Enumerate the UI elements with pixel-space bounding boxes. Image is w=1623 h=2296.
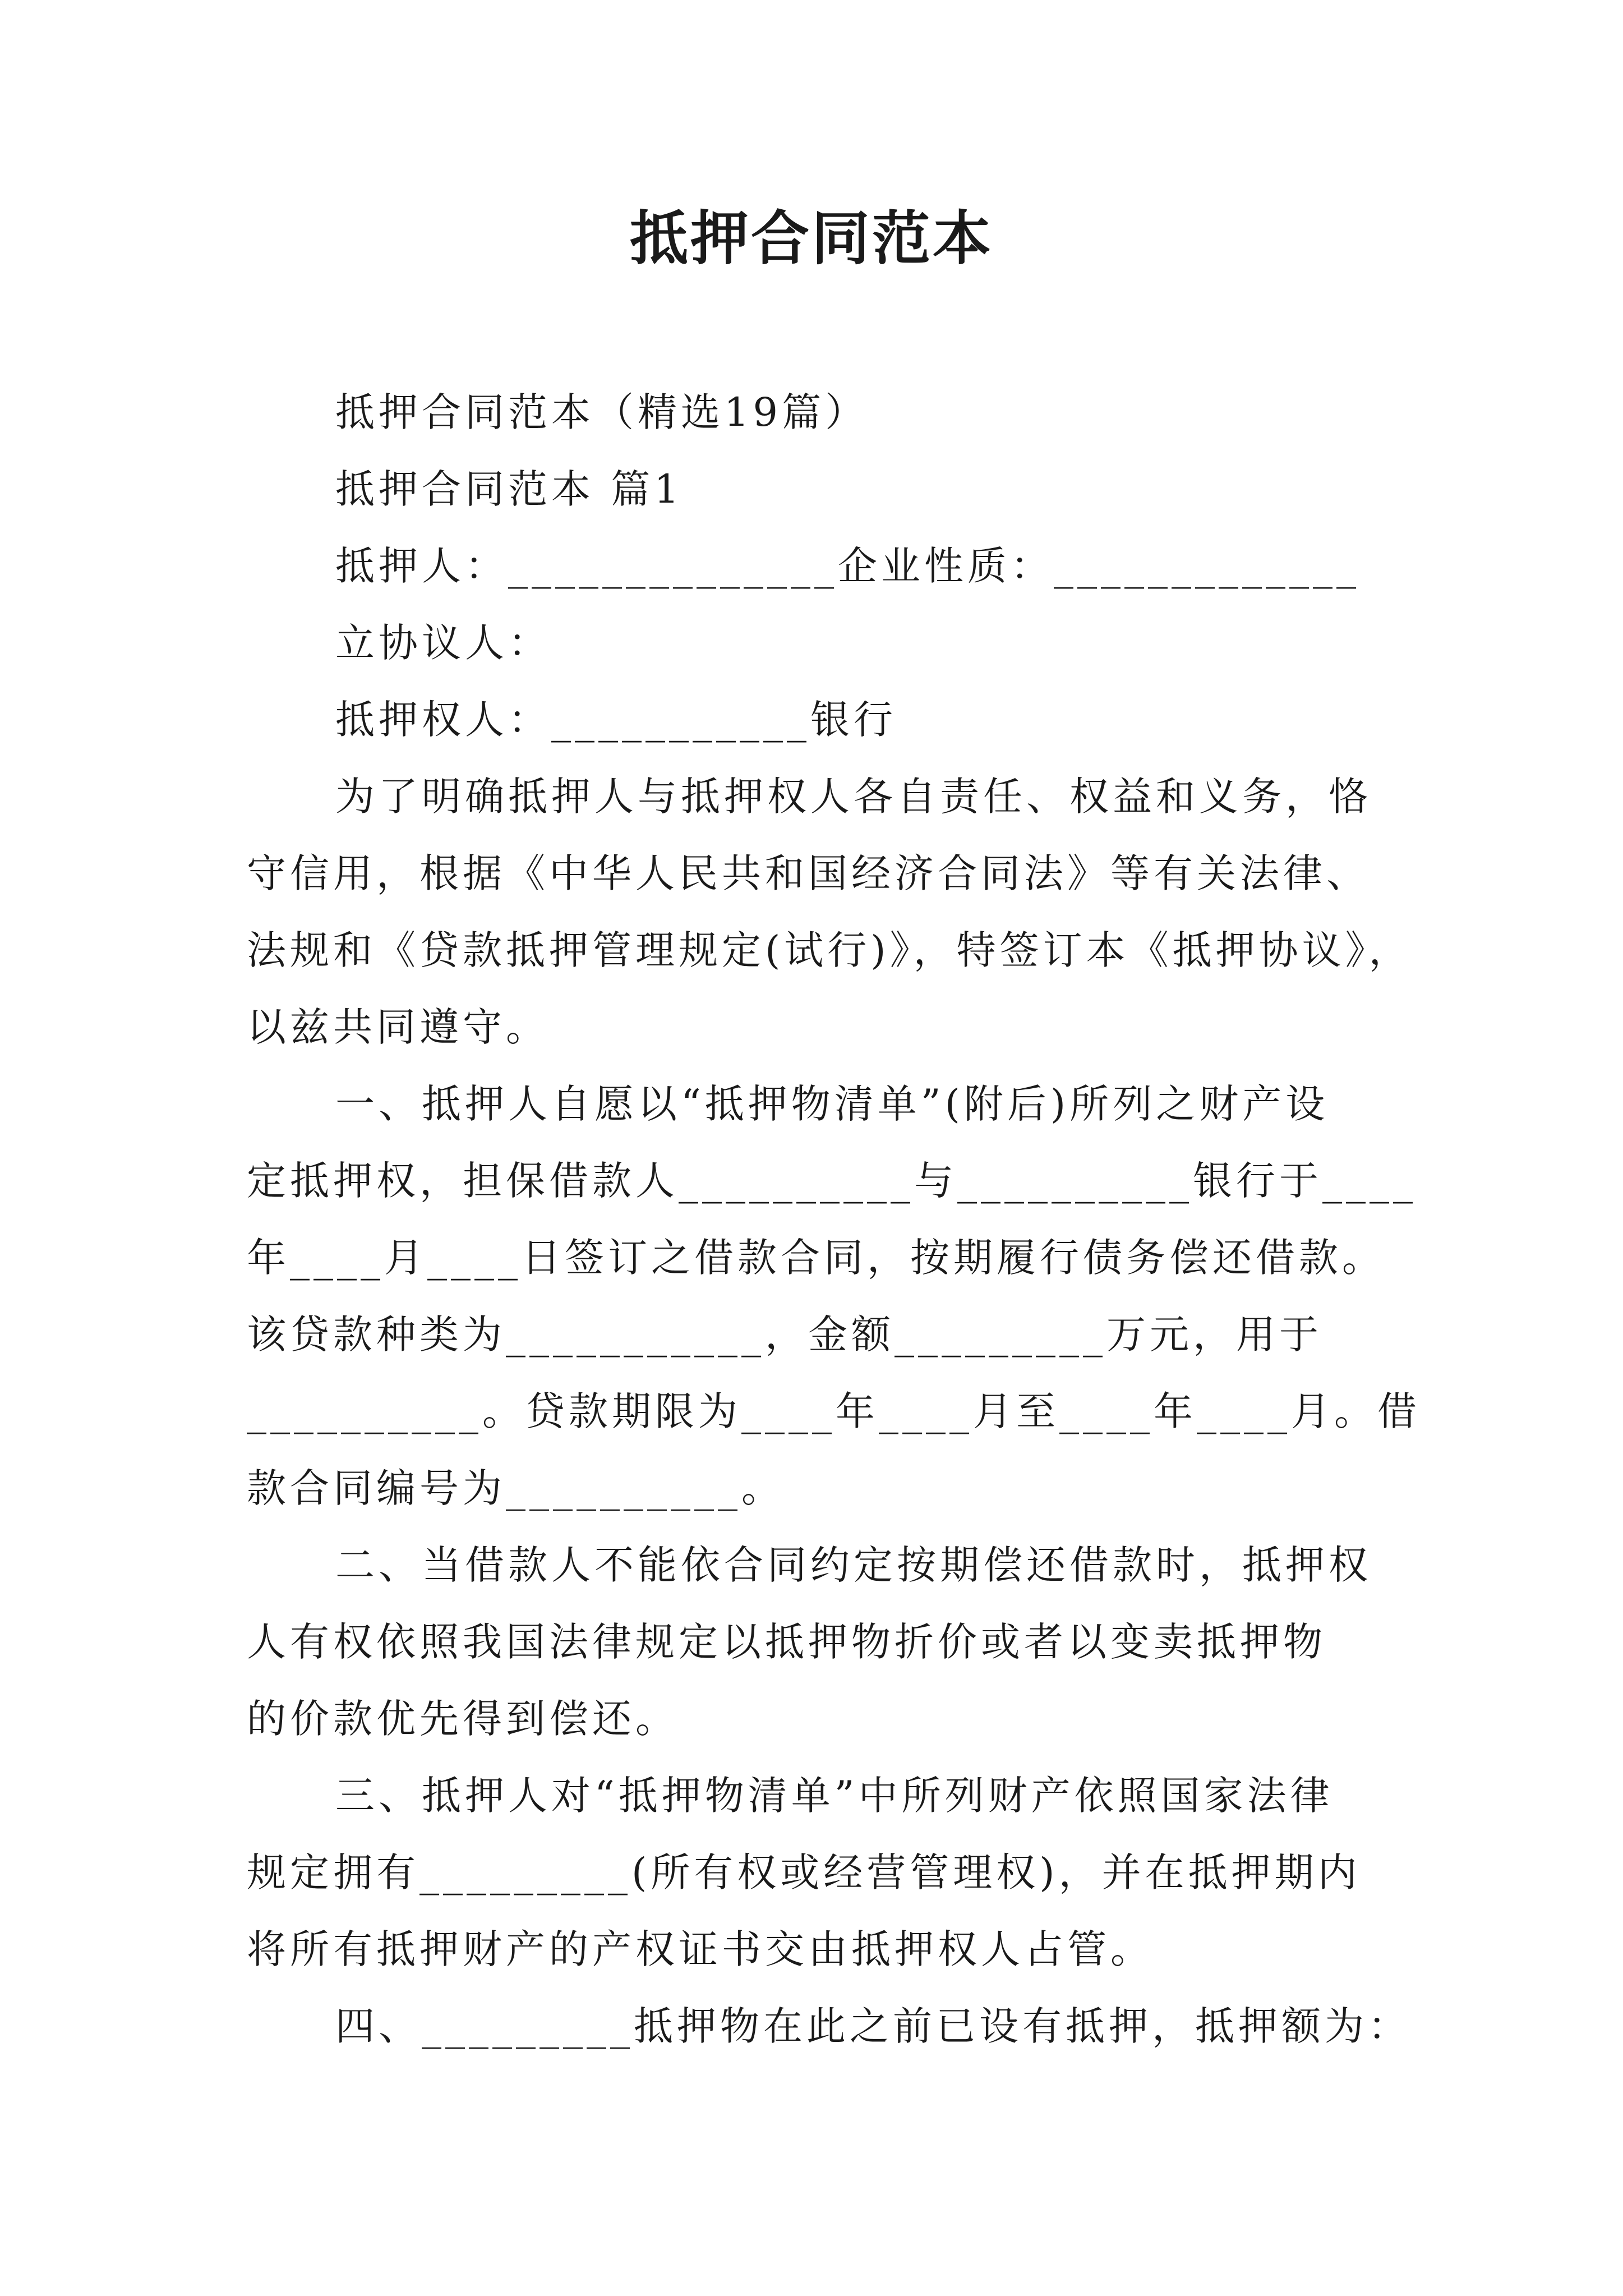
clause-2-line: 二、当借款人不能依合同约定按期偿还借款时，抵押权	[335, 1542, 1372, 1588]
mortgagor-line: 抵押人：______________企业性质：_____________	[335, 543, 1360, 589]
agreement-party-line: 立协议人：	[335, 620, 551, 666]
clause-2-line: 人有权依照我国法律规定以抵押物折价或者以变卖抵押物	[247, 1619, 1326, 1665]
clause-1-line: 定抵押权，担保借款人__________与__________银行于____	[247, 1158, 1417, 1204]
clause-1-line: 一、抵押人自愿以“抵押物清单”(附后)所列之财产设	[335, 1081, 1329, 1127]
paragraph-line: 法规和《贷款抵押管理规定(试行)》，特签订本《抵押协议》，	[247, 927, 1412, 973]
clause-3-line: 规定拥有_________(所有权或经营管理权)，并在抵押期内	[247, 1849, 1361, 1895]
clause-1-line: 年____月____日签订之借款合同，按期履行债务偿还借款。	[247, 1235, 1385, 1281]
clause-1-line: 款合同编号为__________。	[247, 1465, 785, 1511]
paragraph-line: 为了明确抵押人与抵押权人各自责任、权益和义务，恪	[335, 774, 1372, 820]
clause-2-line: 的价款优先得到偿还。	[247, 1696, 679, 1742]
paragraph-line: 以兹共同遵守。	[247, 1004, 549, 1050]
clause-1-line: 该贷款种类为___________，金额_________万元，用于	[247, 1312, 1322, 1358]
subtitle-line: 抵押合同范本（精选19篇）	[335, 389, 869, 435]
paragraph-line: 守信用，根据《中华人民共和国经济合同法》等有关法律、	[247, 850, 1370, 896]
clause-4-line: 四、_________抵押物在此之前已设有抵押，抵押额为：	[335, 2003, 1411, 2049]
document-title: 抵押合同范本	[629, 204, 993, 273]
clause-3-line: 将所有抵押财产的产权证书交由抵押权人占管。	[247, 1926, 1154, 1972]
clause-3-line: 三、抵押人对“抵押物清单”中所列财产依照国家法律	[335, 1773, 1334, 1819]
clause-1-line: __________。贷款期限为____年____月至____年____月。借	[247, 1388, 1421, 1434]
mortgagee-line: 抵押权人：___________银行	[335, 697, 897, 743]
section-heading: 抵押合同范本 篇1	[335, 466, 683, 512]
